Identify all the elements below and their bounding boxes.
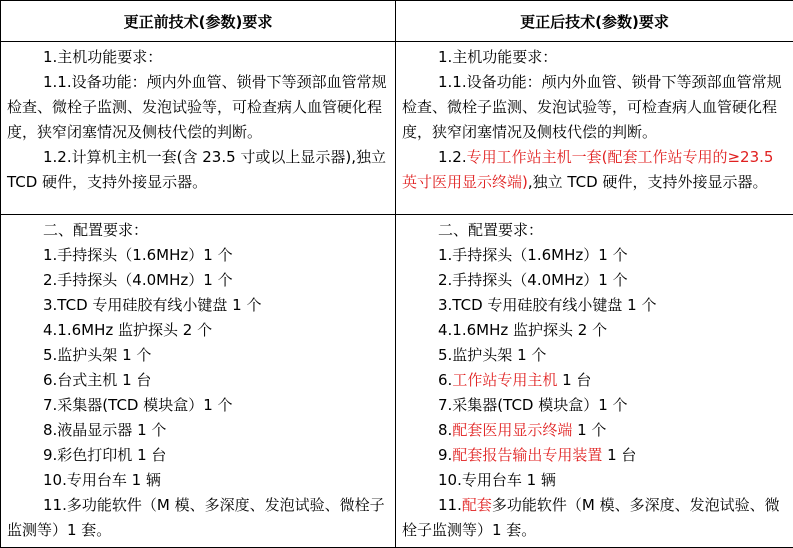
after-func-1-2-prefix: 1.2. bbox=[438, 148, 467, 166]
item-changed: 配套 bbox=[461, 496, 492, 514]
function-row bbox=[1, 42, 793, 215]
after-config-item: 4.1.6MHz 监护探头 2 个 bbox=[438, 321, 608, 339]
config-row bbox=[1, 215, 793, 548]
after-func-1-2-changed: 专用工作站主机一套(配套工作站专用的≥23.5英寸医用显示终端) bbox=[402, 148, 774, 191]
after-func-title: 1.主机功能要求： bbox=[438, 48, 558, 66]
before-func-title: 1.主机功能要求： bbox=[43, 48, 163, 66]
item-prefix: 9. bbox=[438, 446, 453, 464]
before-function-cell bbox=[1, 42, 396, 215]
before-config-item: 11.多功能软件（M 模、多深度、发泡试验、微栓子监测等）1 套。 bbox=[7, 496, 385, 539]
before-config-item: 7.采集器(TCD 模块盒）1 个 bbox=[43, 396, 233, 414]
item-prefix: 8. bbox=[438, 421, 453, 439]
after-config-item: 2.手持探头（4.0MHz）1 个 bbox=[438, 271, 628, 289]
after-function-cell bbox=[396, 42, 793, 215]
item-changed: 工作站专用主机 bbox=[452, 371, 558, 389]
after-config-title: 二、配置要求： bbox=[438, 221, 544, 239]
before-config-item: 8.液晶显示器 1 个 bbox=[43, 421, 167, 439]
before-config-item: 10.专用台车 1 辆 bbox=[43, 471, 161, 489]
before-config-item: 2.手持探头（4.0MHz）1 个 bbox=[43, 271, 233, 289]
before-config-cell bbox=[1, 215, 396, 548]
after-config-item-9 bbox=[402, 443, 787, 468]
before-func-1-2: 1.2.计算机主机一套(含 23.5 寸或以上显示器),独立 TCD 硬件，支持外接显示器。 bbox=[7, 148, 387, 191]
item-prefix: 6. bbox=[438, 371, 453, 389]
after-config-item: 3.TCD 专用硅胶有线小键盘 1 个 bbox=[438, 296, 657, 314]
after-func-1-2-suffix: ,独立 TCD 硬件，支持外接显示器。 bbox=[527, 173, 768, 191]
item-changed: 配套报告输出专用装置 bbox=[452, 446, 603, 464]
before-config-item: 4.1.6MHz 监护探头 2 个 bbox=[43, 321, 213, 339]
after-config-cell bbox=[396, 215, 793, 548]
before-func-1-1: 1.1.设备功能：颅内外血管、锁骨下等颈部血管常规检查、微栓子监测、发泡试验等，可检查病人血管硬化程度，狭窄闭塞情况及侧枝代偿的判断。 bbox=[7, 73, 387, 141]
before-config-title: 二、配置要求： bbox=[43, 221, 149, 239]
after-config-item: 1.手持探头（1.6MHz）1 个 bbox=[438, 246, 628, 264]
after-config-item-10: 10.专用台车 1 辆 bbox=[438, 471, 556, 489]
before-config-item: 1.手持探头（1.6MHz）1 个 bbox=[43, 246, 233, 264]
header-after: 更正后技术(参数)要求 bbox=[396, 1, 793, 42]
before-config-item: 9.彩色打印机 1 台 bbox=[43, 446, 167, 464]
after-config-item-7: 7.采集器(TCD 模块盒）1 个 bbox=[438, 396, 628, 414]
before-config-item: 6.台式主机 1 台 bbox=[43, 371, 152, 389]
item-suffix: 1 个 bbox=[572, 421, 607, 439]
before-config-item: 3.TCD 专用硅胶有线小键盘 1 个 bbox=[43, 296, 262, 314]
item-changed: 配套医用显示终端 bbox=[452, 421, 573, 439]
before-config-item: 5.监护头架 1 个 bbox=[43, 346, 152, 364]
item-suffix: 1 台 bbox=[602, 446, 637, 464]
after-config-item-11 bbox=[402, 493, 787, 543]
header-before: 更正前技术(参数)要求 bbox=[1, 1, 396, 42]
after-config-item-8 bbox=[402, 418, 787, 443]
after-config-item-6 bbox=[402, 368, 787, 393]
after-config-item: 5.监护头架 1 个 bbox=[438, 346, 547, 364]
after-func-1-1: 1.1.设备功能：颅内外血管、锁骨下等颈部血管常规检查、微栓子监测、发泡试验等，可检查病人血管硬化程度，狭窄闭塞情况及侧枝代偿的判断。 bbox=[402, 73, 782, 141]
item-prefix: 11. bbox=[438, 496, 462, 514]
item-suffix: 1 台 bbox=[557, 371, 592, 389]
header-row bbox=[1, 1, 793, 42]
item-suffix: 多功能软件（M 模、多深度、发泡试验、微栓子监测等）1 套。 bbox=[402, 496, 780, 539]
after-func-1-2 bbox=[402, 145, 787, 195]
